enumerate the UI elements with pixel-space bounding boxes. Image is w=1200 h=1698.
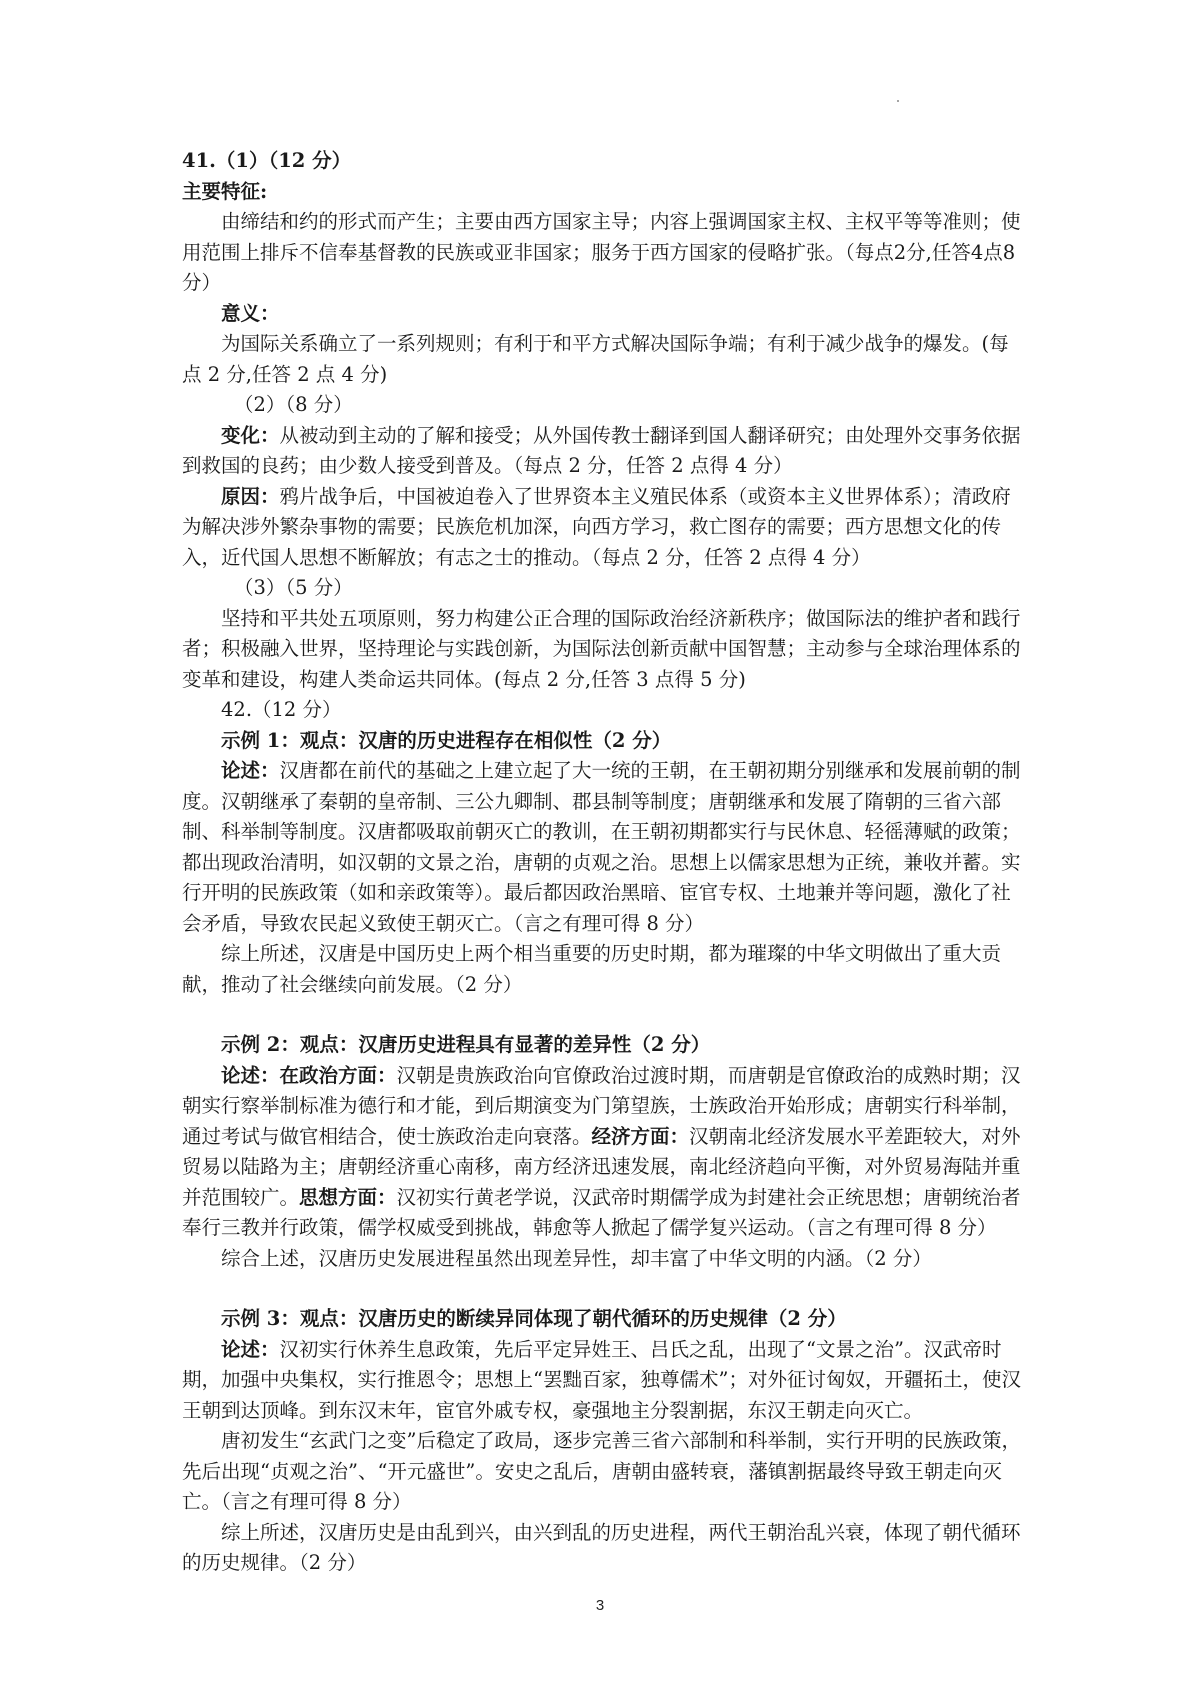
spacer	[182, 1000, 1022, 1030]
economy-label: 经济方面：	[591, 1124, 690, 1148]
example3-heading: 示例 3：观点：汉唐历史的断续异同体现了朝代循环的历史规律（2 分）	[221, 1307, 847, 1330]
example1-argument: 论述：汉唐都在前代的基础之上建立起了大一统的王朝，在王朝初期分别继承和发展前朝的制度。汉朝继承了秦朝的皇帝制、三公九卿制、郡县制等制度；唐朝继承和发展了隋朝的三省六部制、科举制等制度。汉唐都吸取前朝灭亡的教训，在王朝初期都实行与民休息、轻徭薄赋的政策；都出现政治清明，如汉朝的文景之治，唐朝的贞观之治。思想上以儒家思想为正统，兼收并蓄。实行开明的民族政策（如和亲政策等）。最后都因政治黑暗、宦官专权、土地兼并等问题，激化了社会矛盾，导致农民起义致使王朝灭亡。（言之有理可得 8 分）	[182, 759, 1021, 935]
speck-mark	[897, 100, 899, 102]
thought-label: 思想方面：	[299, 1185, 397, 1209]
significance-label: 意义：	[221, 301, 280, 325]
example3-tang-paragraph: 唐初发生“玄武门之变”后稳定了政局，逐步完善三省六部制和科举制，实行开明的民族政策，先后出现“贞观之治”、“开元盛世”。安史之乱后，唐朝由盛转衰，藩镇割据最终导致王朝走向灭亡。（言之有理可得 8 分）	[182, 1429, 1021, 1513]
q41-significance-paragraph: 为国际关系确立了一系列规则；有利于和平方式解决国际争端；有利于减少战争的爆发。(每点 2 分,任答 2 点 4 分)	[182, 332, 1009, 386]
example2-summary: 综合上述，汉唐历史发展进程虽然出现差异性，却丰富了中华文明的内涵。（2 分）	[221, 1246, 932, 1270]
example2-heading: 示例 2：观点：汉唐历史进程具有显著的差异性（2 分）	[221, 1033, 711, 1056]
example3-summary: 综上所述，汉唐历史是由乱到兴，由兴到乱的历史进程，两代王朝治乱兴衰，体现了朝代循环的历史规律。（2 分）	[182, 1520, 1021, 1574]
spacer	[182, 1274, 1022, 1304]
q42-title: 42.（12 分）	[221, 698, 342, 721]
example1-summary: 综上所述，汉唐是中国历史上两个相当重要的历史时期，都为璀璨的中华文明做出了重大贡献，推动了社会继续向前发展。（2 分）	[182, 942, 1002, 996]
q41-title: 41.（1）（12 分）	[182, 149, 352, 172]
answer-content	[182, 146, 1022, 1579]
q41-change-paragraph	[182, 421, 1022, 482]
politics-label: 在政治方面：	[279, 1063, 397, 1087]
reason-text: 鸦片战争后，中国被迫卷入了世界资本主义殖民体系（或资本主义世界体系）；清政府为解决涉外繁杂事物的需要；民族危机加深，向西方学习，救亡图存的需要；西方思想文化的传入，近代国人思想不断解放；有志之士的推动。（每点 2 分，任答 2 点得 4 分）	[182, 484, 1011, 569]
q41-part3-paragraph: 坚持和平共处五项原则，努力构建公正合理的国际政治经济新秩序；做国际法的维护者和践行者；积极融入世界，坚持理论与实践创新，为国际法创新贡献中国智慧；主动参与全球治理体系的变革和建设，构建人类命运共同体。(每点 2 分,任答 3 点得 5 分)	[182, 606, 1021, 691]
change-text: 从被动到主动的了解和接受；从外国传教士翻译到国人翻译研究；由处理外交事务依据到救国的良药；由少数人接受到普及。（每点 2 分，任答 2 点得 4 分）	[182, 423, 1021, 477]
example1-heading: 示例 1：观点：汉唐的历史进程存在相似性（2 分）	[221, 728, 672, 752]
main-features-label: 主要特征:	[182, 179, 268, 203]
q41-reason-paragraph	[182, 482, 1022, 574]
q41-part2-title: （2）（8 分）	[234, 393, 353, 416]
example3-argument: 论述：汉初实行休养生息政策，先后平定异姓王、吕氏之乱，出现了“文景之治”。汉武帝时期，加强中央集权，实行推恩令；思想上“罢黜百家，独尊儒术”；对外征讨匈奴，开疆拓土，使汉王朝到达顶峰。到东汉末年，宦官外戚专权，豪强地主分裂割据，东汉王朝走向灭亡。	[182, 1337, 1021, 1422]
q41-part3-title: （3）（5 分）	[234, 576, 353, 599]
change-label: 变化：	[221, 423, 280, 447]
page-number: 3	[595, 1597, 605, 1614]
argument-label: 论述：	[221, 1337, 280, 1361]
argument-label: 论述：	[221, 759, 280, 782]
q41-features-paragraph: 由缔结和约的形式而产生；主要由西方国家主导；内容上强调国家主权、主权平等等准则；使用范围上排斥不信奉基督教的民族或亚非国家；服务于西方国家的侵略扩张。（每点2分,任答4点8分）	[182, 210, 1021, 294]
example2-argument: 论述：在政治方面：汉朝是贵族政治向官僚政治过渡时期，而唐朝是官僚政治的成熟时期；汉朝实行察举制标准为德行和才能，到后期演变为门第望族，士族政治开始形成；唐朝实行科举制，通过考试与做官相结合，使士族政治走向衰落。经济方面：汉朝南北经济发展水平差距较大，对外贸易以陆路为主；唐朝经济重心南移，南方经济迅速发展，南北经济趋向平衡，对外贸易海陆并重并范围较广。思想方面：汉初实行黄老学说，汉武帝时期儒学成为封建社会正统思想；唐朝统治者奉行三教并行政策，儒学权威受到挑战，韩愈等人掀起了儒学复兴运动。（言之有理可得 8 分）	[182, 1063, 1021, 1239]
argument-label: 论述：	[221, 1063, 280, 1087]
reason-label: 原因：	[221, 484, 280, 508]
